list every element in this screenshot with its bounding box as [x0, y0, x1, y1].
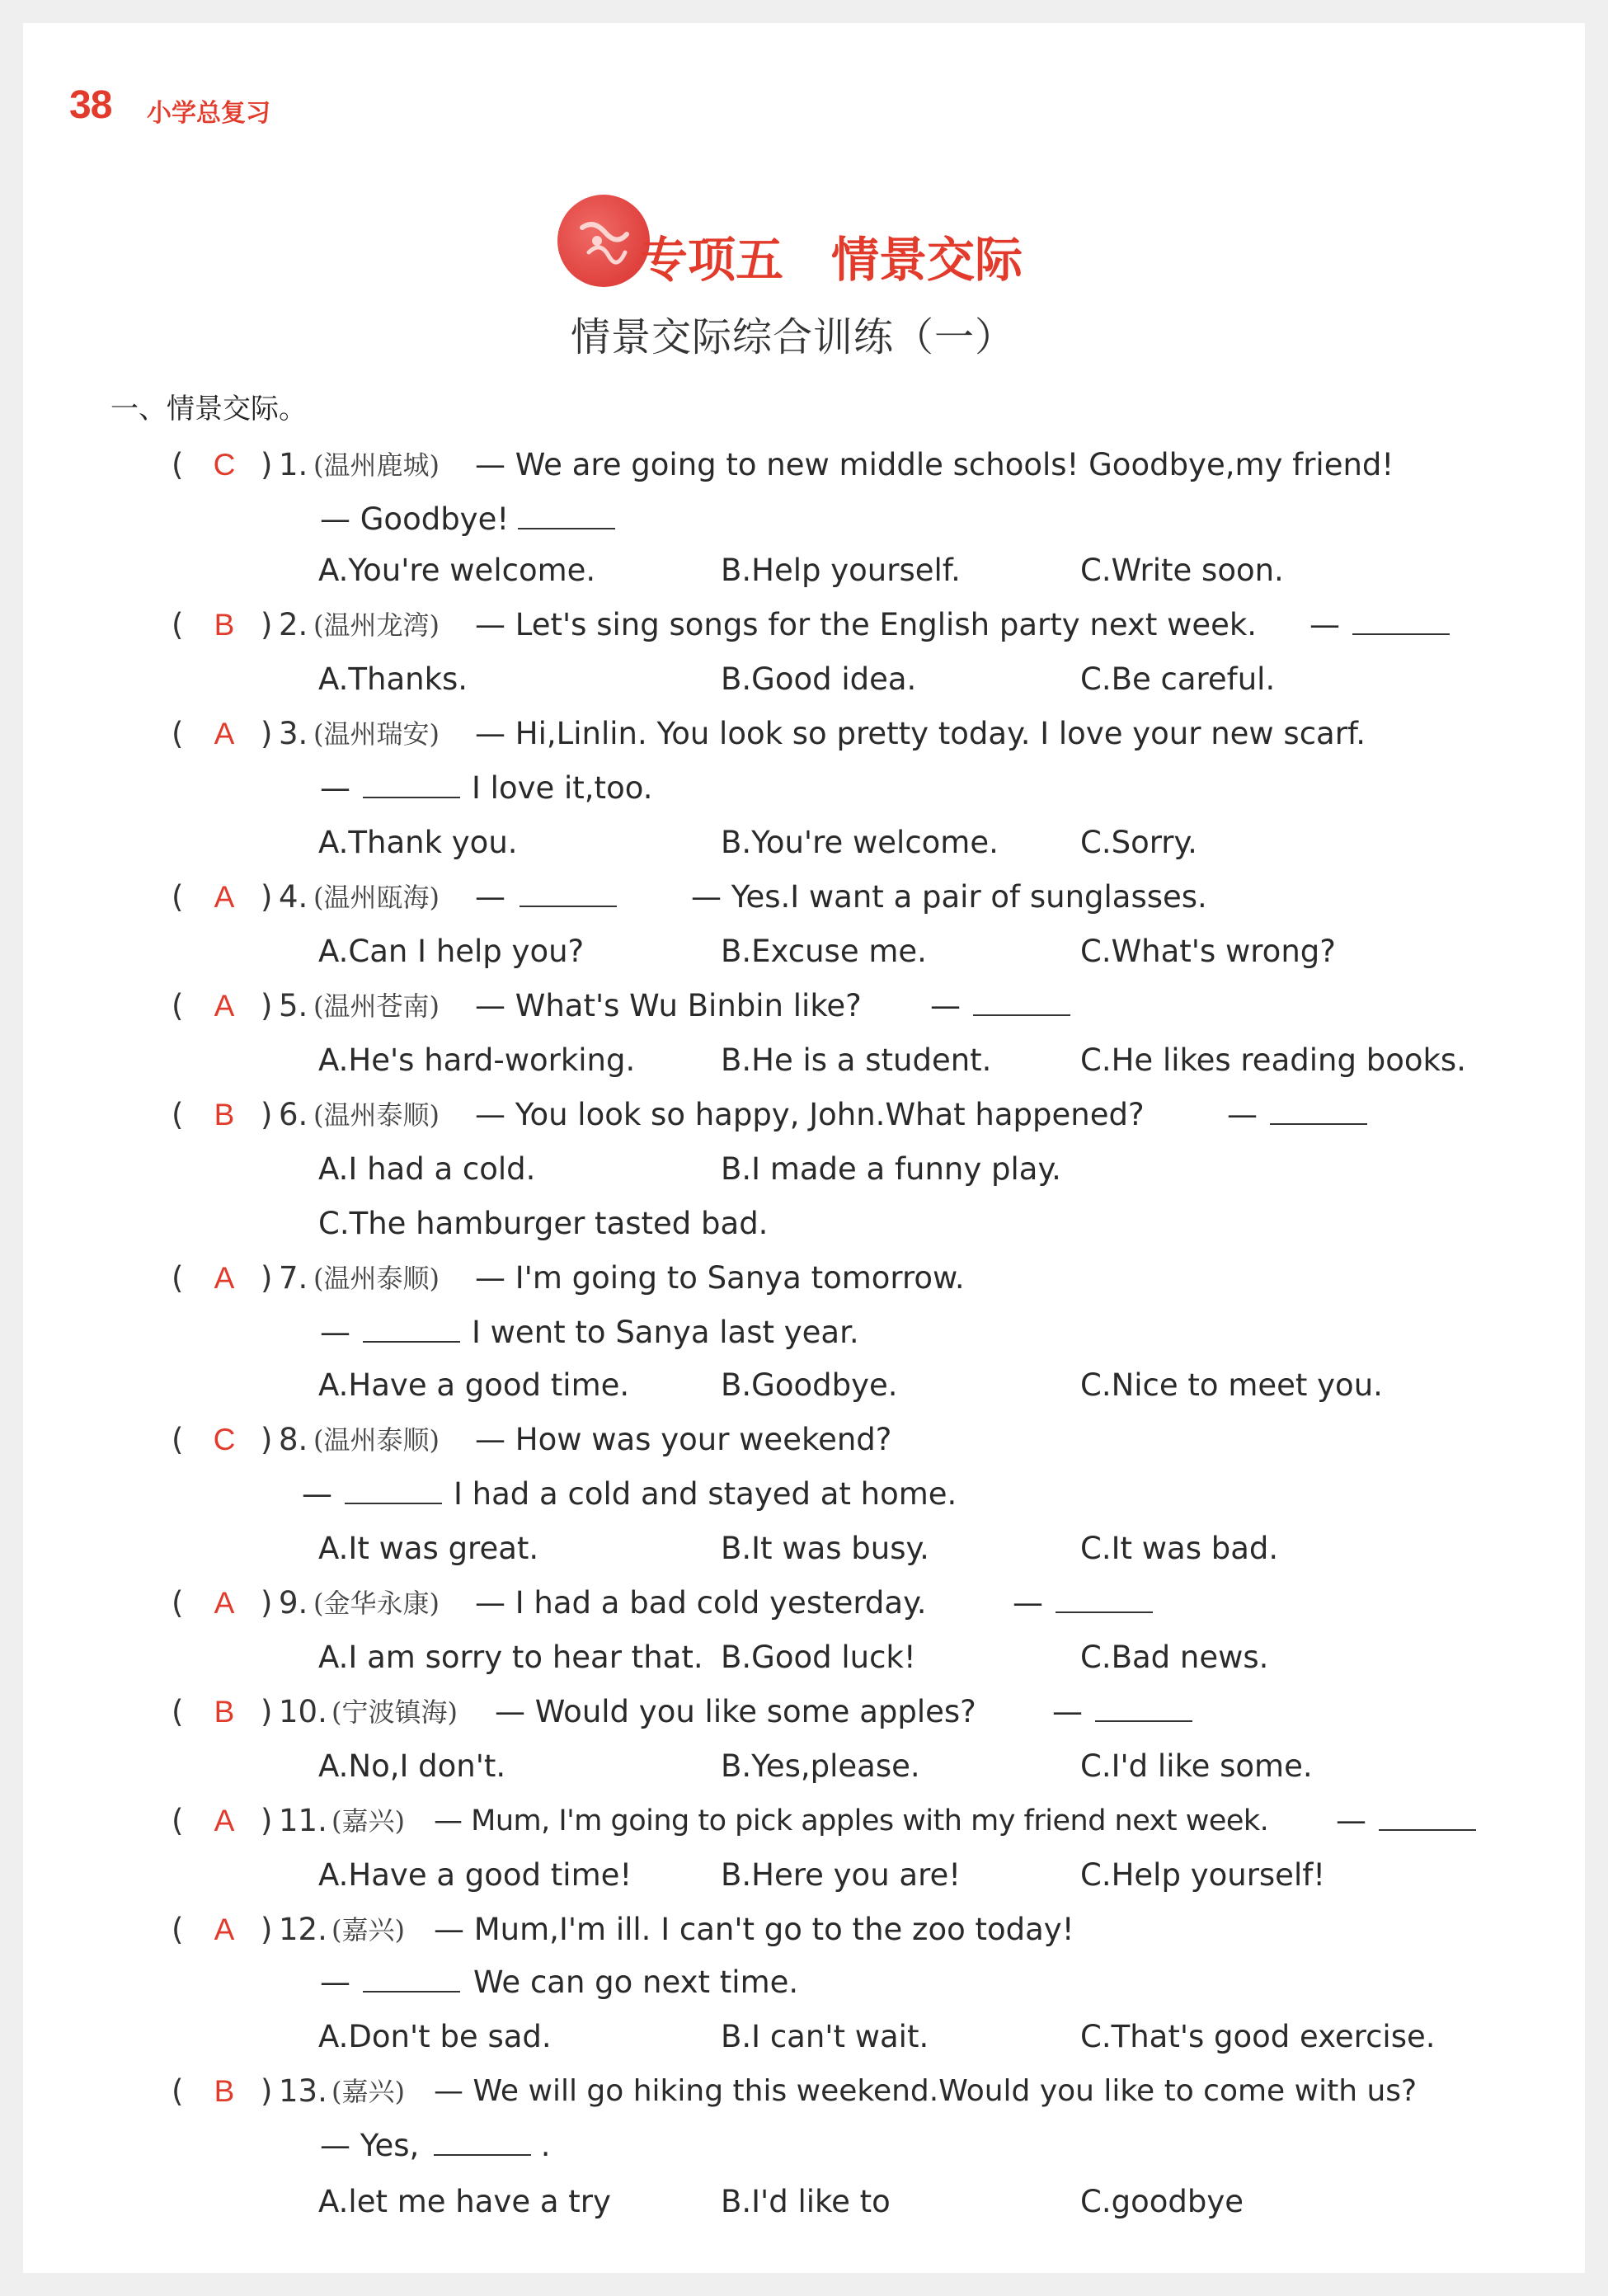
options-row	[23, 2179, 1585, 2225]
options-row	[23, 1743, 1585, 1790]
close-paren: )	[261, 1422, 273, 1457]
answer-blank	[520, 874, 617, 920]
option-a: A.It was great.	[318, 1531, 539, 1566]
close-paren: )	[261, 1097, 273, 1132]
option-a: A.Thanks.	[318, 661, 468, 697]
option-a: A.Don't be sad.	[318, 2019, 552, 2054]
question-number: 8.	[279, 1422, 308, 1457]
answer-mark: A	[214, 880, 235, 914]
question-number: 1.	[279, 447, 308, 482]
option-c: C.Nice to meet you.	[1080, 1367, 1383, 1403]
option-c: C.Write soon.	[1080, 553, 1284, 588]
question-number: 5.	[279, 988, 308, 1023]
question-source: (温州泰顺)	[313, 1263, 440, 1294]
open-paren: (	[172, 1803, 184, 1838]
question-reply: — Goodbye!	[320, 501, 510, 537]
section-seal-icon	[557, 195, 650, 287]
options-row	[23, 1362, 1585, 1409]
option-b: B.I'd like to	[721, 2184, 891, 2219]
answer-blank	[363, 1960, 460, 2006]
options-row	[23, 548, 1585, 594]
option-a: A.Have a good time!	[318, 1857, 632, 1893]
options-row	[23, 2014, 1585, 2060]
question-source: (温州泰顺)	[313, 1424, 440, 1456]
question-source: (金华永康)	[313, 1588, 440, 1619]
question-source: (嘉兴)	[331, 1805, 405, 1837]
option-c: C.The hamburger tasted bad.	[318, 1206, 769, 1241]
answer-mark: B	[214, 1098, 235, 1132]
answer-blank	[1270, 1092, 1367, 1138]
close-paren: )	[261, 716, 273, 751]
question-reply: —	[1052, 1694, 1083, 1729]
question-reply-row	[23, 2123, 1585, 2169]
question-reply: —	[930, 988, 961, 1023]
option-b: B.Here you are!	[721, 1857, 962, 1893]
dash: —	[320, 1964, 350, 2000]
section-title: 专项五 情景交际	[640, 232, 1023, 288]
option-b: B.I can't wait.	[721, 2019, 929, 2054]
part-heading: 一、情景交际。	[110, 393, 307, 426]
option-a: A.I had a cold.	[318, 1151, 536, 1187]
question-row	[23, 1689, 1585, 1735]
question-number: 11.	[279, 1803, 327, 1838]
answer-blank	[1352, 602, 1450, 648]
question-row	[23, 1092, 1585, 1138]
question-reply: We can go next time.	[473, 1964, 799, 2000]
question-stem: — How was your weekend?	[475, 1422, 892, 1457]
option-c: C.Be careful.	[1080, 661, 1276, 697]
option-b: B.Good idea.	[721, 661, 917, 697]
option-a: A.Have a good time.	[318, 1367, 630, 1403]
dash: —	[302, 1476, 332, 1512]
question-reply-row	[23, 1471, 1585, 1517]
question-reply: — Yes,	[320, 2128, 420, 2163]
question-stem: — You look so happy, John.What happened?	[475, 1097, 1145, 1132]
answer-blank	[345, 1471, 442, 1517]
option-a: A.Thank you.	[318, 825, 518, 860]
close-paren: )	[261, 988, 273, 1023]
question-row	[23, 2068, 1585, 2115]
page-number: 38	[69, 83, 112, 127]
options-row	[23, 820, 1585, 866]
open-paren: (	[172, 447, 184, 482]
question-row	[23, 874, 1585, 920]
option-a: A.I am sorry to hear that.	[318, 1640, 703, 1675]
open-paren: (	[172, 716, 184, 751]
answer-blank	[1379, 1798, 1476, 1844]
question-number: 10.	[279, 1694, 327, 1729]
option-c: C.That's good exercise.	[1080, 2019, 1436, 2054]
option-c: C.Sorry.	[1080, 825, 1197, 860]
question-reply: I went to Sanya last year.	[472, 1315, 859, 1350]
answer-mark: A	[214, 1804, 235, 1837]
question-row	[23, 1798, 1585, 1844]
question-stem: — I'm going to Sanya tomorrow.	[475, 1260, 965, 1296]
close-paren: )	[261, 1803, 273, 1838]
option-c: C.I'd like some.	[1080, 1748, 1313, 1784]
question-source: (温州鹿城)	[313, 449, 440, 481]
answer-blank	[1095, 1689, 1192, 1735]
open-paren: (	[172, 879, 184, 915]
question-row	[23, 1907, 1585, 1953]
question-row	[23, 442, 1585, 488]
question-reply: —	[1336, 1803, 1366, 1838]
question-source: (嘉兴)	[331, 1914, 405, 1945]
question-source: (温州瑞安)	[313, 718, 440, 750]
question-stem: — Hi,Linlin. You look so pretty today. I love your new scarf.	[475, 716, 1366, 751]
question-number: 6.	[279, 1097, 308, 1132]
close-paren: )	[261, 1260, 273, 1296]
question-source: (温州泰顺)	[313, 1099, 440, 1131]
answer-blank	[518, 496, 615, 543]
question-number: 3.	[279, 716, 308, 751]
option-a: A.Can I help you?	[318, 934, 585, 969]
option-b: B.Yes,please.	[721, 1748, 920, 1784]
open-paren: (	[172, 1585, 184, 1621]
question-reply-row	[23, 1310, 1585, 1356]
option-c: C.Bad news.	[1080, 1640, 1269, 1675]
answer-blank	[1056, 1580, 1153, 1626]
close-paren: )	[261, 1912, 273, 1947]
answer-mark: C	[213, 448, 236, 482]
options-row	[23, 1146, 1585, 1193]
answer-mark: A	[214, 717, 235, 750]
open-paren: (	[172, 1694, 184, 1729]
option-a: A.You're welcome.	[318, 553, 596, 588]
question-source: (宁波镇海)	[331, 1696, 458, 1728]
question-stem: — Mum,I'm ill. I can't go to the zoo today!	[434, 1912, 1074, 1947]
question-reply: I love it,too.	[472, 770, 653, 806]
question-reply-row	[23, 1960, 1585, 2006]
option-a: A.No,I don't.	[318, 1748, 506, 1784]
close-paren: )	[261, 879, 273, 915]
answer-mark: A	[214, 989, 235, 1023]
section-subtitle: 情景交际综合训练（一）	[571, 314, 1016, 360]
answer-mark: A	[214, 1586, 235, 1620]
question-source: (温州苍南)	[313, 990, 440, 1022]
option-c: C.He likes reading books.	[1080, 1042, 1466, 1078]
option-b: B.Help yourself.	[721, 553, 961, 588]
question-number: 12.	[279, 1912, 327, 1947]
question-reply: —	[1227, 1097, 1258, 1132]
answer-mark: A	[214, 1261, 235, 1295]
answer-mark: C	[213, 1423, 236, 1456]
question-row	[23, 711, 1585, 757]
options-row	[23, 1201, 1585, 1247]
option-b: B.Excuse me.	[721, 934, 927, 969]
open-paren: (	[172, 988, 184, 1023]
open-paren: (	[172, 1912, 184, 1947]
open-paren: (	[172, 607, 184, 642]
option-b: B.I made a funny play.	[721, 1151, 1061, 1187]
question-source: (嘉兴)	[331, 2076, 405, 2107]
question-reply: —	[1013, 1585, 1043, 1621]
question-reply-row	[23, 765, 1585, 812]
open-paren: (	[172, 1422, 184, 1457]
option-b: B.He is a student.	[721, 1042, 992, 1078]
option-c: C.It was bad.	[1080, 1531, 1279, 1566]
option-b: B.You're welcome.	[721, 825, 999, 860]
option-b: B.Good luck!	[721, 1640, 916, 1675]
question-stem: — Mum, I'm going to pick apples with my friend next week.	[434, 1804, 1269, 1837]
question-source: (温州瓯海)	[313, 882, 440, 913]
question-number: 2.	[279, 607, 308, 642]
question-stem: — We are going to new middle schools! Goodbye,my friend!	[475, 447, 1394, 482]
close-paren: )	[261, 607, 273, 642]
question-number: 9.	[279, 1585, 308, 1621]
dash: —	[320, 1315, 350, 1350]
question-stem: — Would you like some apples?	[495, 1694, 976, 1729]
question-number: 4.	[279, 879, 308, 915]
question-row	[23, 602, 1585, 648]
question-source: (温州龙湾)	[313, 609, 440, 641]
question-reply: I had a cold and stayed at home.	[454, 1476, 957, 1512]
option-a: A.let me have a try	[318, 2184, 611, 2219]
question-stem: —	[475, 879, 505, 915]
open-paren: (	[172, 1097, 184, 1132]
question-stem: — I had a bad cold yesterday.	[475, 1585, 927, 1621]
options-row	[23, 1037, 1585, 1084]
question-stem: — What's Wu Binbin like?	[475, 988, 862, 1023]
close-paren: )	[261, 1694, 273, 1729]
open-paren: (	[172, 1260, 184, 1296]
options-row	[23, 1635, 1585, 1681]
question-reply: —	[1309, 607, 1340, 642]
option-c: C.Help yourself!	[1080, 1857, 1326, 1893]
answer-mark: B	[214, 608, 235, 642]
options-row	[23, 1526, 1585, 1572]
question-number: 13.	[279, 2073, 327, 2109]
question-stem: — We will go hiking this weekend.Would you like to come with us?	[434, 2074, 1418, 2108]
question-reply: — Yes.I want a pair of sunglasses.	[691, 879, 1207, 915]
options-row	[23, 656, 1585, 703]
options-row	[23, 929, 1585, 975]
dash: —	[320, 770, 350, 806]
option-c: C.What's wrong?	[1080, 934, 1336, 969]
question-row	[23, 1580, 1585, 1626]
answer-blank	[973, 983, 1070, 1029]
question-reply-row	[23, 496, 1585, 543]
open-paren: (	[172, 2073, 184, 2109]
answer-mark: A	[214, 1913, 235, 1946]
answer-blank	[363, 765, 460, 812]
option-c: C.goodbye	[1080, 2184, 1244, 2219]
worksheet-page	[23, 23, 1585, 2273]
close-paren: )	[261, 2073, 273, 2109]
answer-blank	[363, 1310, 460, 1356]
question-row	[23, 1255, 1585, 1301]
question-row	[23, 1417, 1585, 1463]
option-b: B.Goodbye.	[721, 1367, 898, 1403]
question-number: 7.	[279, 1260, 308, 1296]
close-paren: )	[261, 1585, 273, 1621]
answer-blank: .	[434, 2123, 551, 2169]
option-b: B.It was busy.	[721, 1531, 929, 1566]
answer-mark: B	[214, 1695, 235, 1729]
book-title: 小学总复习	[147, 99, 270, 128]
question-row	[23, 983, 1585, 1029]
options-row	[23, 1852, 1585, 1898]
option-a: A.He's hard-working.	[318, 1042, 636, 1078]
question-stem: — Let's sing songs for the English party next week.	[475, 607, 1258, 642]
close-paren: )	[261, 447, 273, 482]
answer-mark: B	[214, 2074, 235, 2108]
